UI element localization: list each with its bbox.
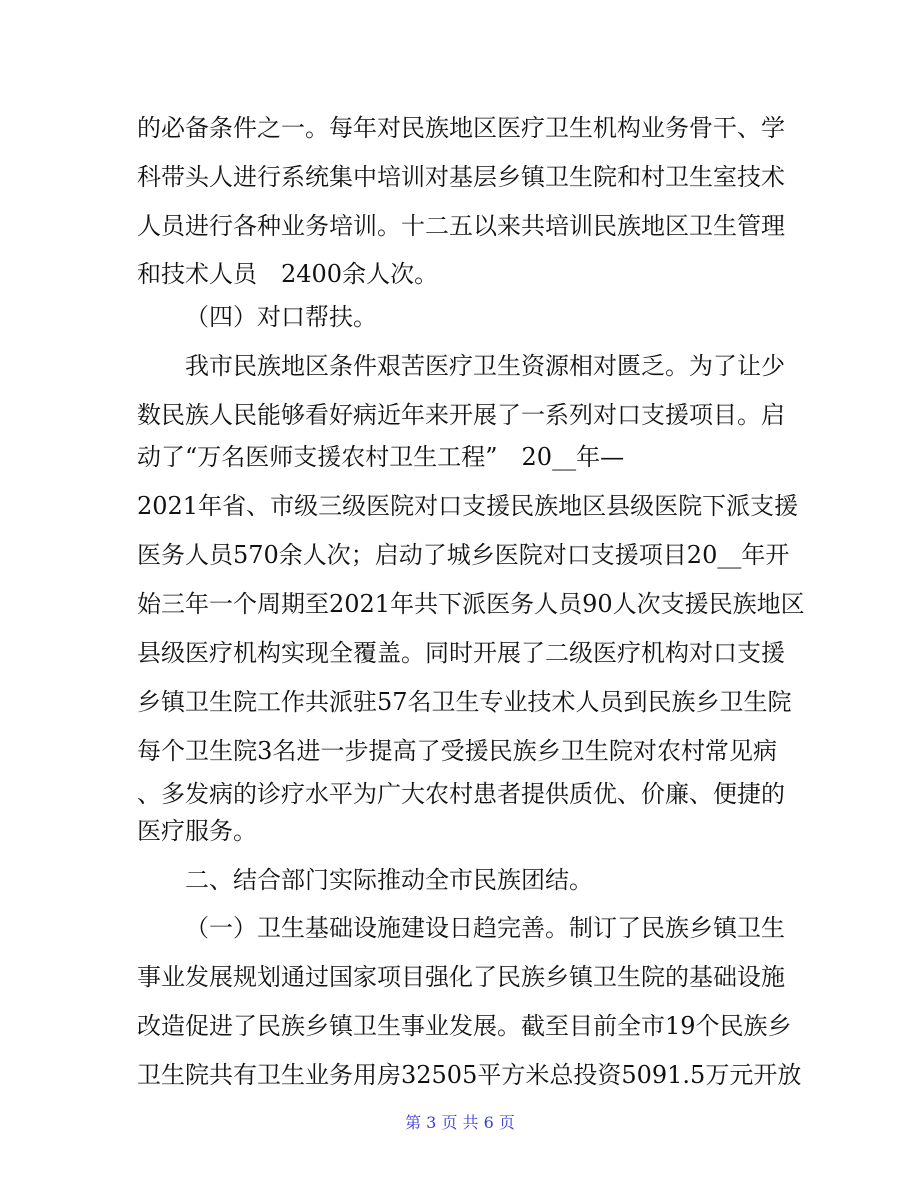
text-line: 卫生院共有卫生业务用房32505平方米总投资5091.5万元开放 [137,1061,802,1089]
text-line: 事业发展规划通过国家项目强化了民族乡镇卫生院的基础设施 [137,963,785,991]
text-line: 改造促进了民族乡镇卫生事业发展。截至目前全市19个民族乡 [137,1012,792,1040]
text-line: 科带头人进行系统集中培训对基层乡镇卫生院和村卫生室技术 [137,163,785,191]
section-heading: （四）对口帮扶。 [185,303,377,331]
text-line: 县级医疗机构实现全覆盖。同时开展了二级医疗机构对口支援 [137,639,785,667]
text-line: 医务人员570余人次；启动了城乡医院对口支援项目20__年开 [137,541,790,569]
text-line: 人员进行各种业务培训。十二五以来共培训民族地区卫生管理 [137,212,785,240]
text-line: 我市民族地区条件艰苦医疗卫生资源相对匮乏。为了让少 [185,352,785,380]
text-line: 每个卫生院3名进一步提高了受援民族乡卫生院对农村常见病 [137,737,777,765]
section-heading: 二、结合部门实际推动全市民族团结。 [185,866,593,894]
text-line: 2021年省、市级三级医院对口支援民族地区县级医院下派支援 [137,492,799,520]
text-line: （一）卫生基础设施建设日趋完善。制订了民族乡镇卫生 [185,914,785,942]
text-line: 乡镇卫生院工作共派驻57名卫生专业技术人员到民族乡卫生院 [137,688,792,716]
text-line: 、多发病的诊疗水平为广大农村患者提供质优、价廉、便捷的 [137,780,785,808]
page-number: 第 3 页 共 6 页 [405,1113,515,1132]
text-line: 的必备条件之一。每年对民族地区医疗卫生机构业务骨干、学 [137,114,785,142]
text-line: 和技术人员 2400余人次。 [137,260,439,288]
text-line: 始三年一个周期至2021年共下派医务人员90人次支援民族地区 [137,590,805,618]
text-line: 动了“万名医师支援农村卫生工程” 20__年— [137,443,625,471]
text-line: 数民族人民能够看好病近年来开展了一系列对口支援项目。启 [137,401,785,429]
text-line: 医疗服务。 [137,817,257,845]
